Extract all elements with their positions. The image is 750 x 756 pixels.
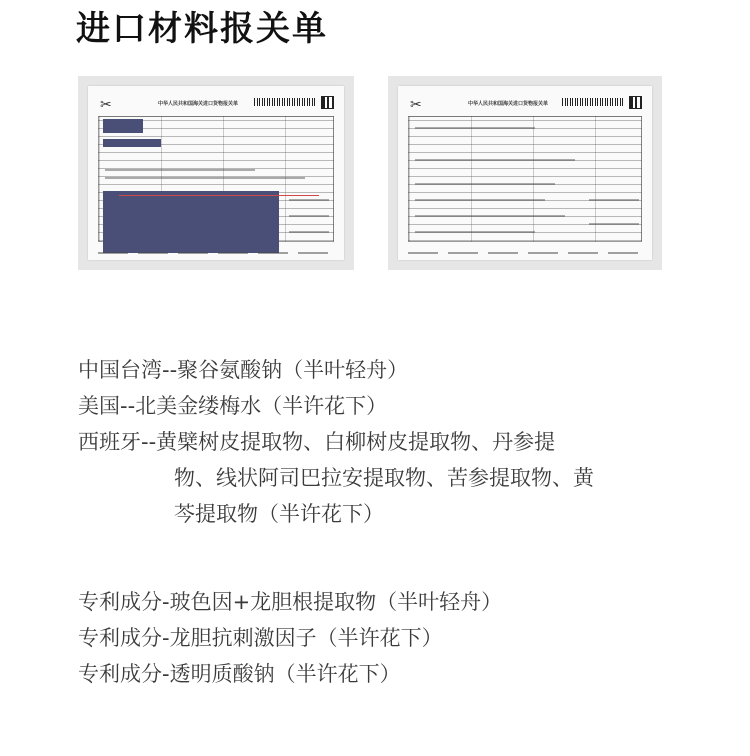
form-text-line: [105, 177, 305, 179]
declaration-header: [398, 94, 652, 114]
form-text-line: [289, 215, 329, 217]
declaration-header: [88, 94, 344, 114]
form-text-line: [415, 183, 555, 185]
origin-usa: 美国--北美金缕梅水（半许花下）: [78, 394, 388, 418]
declaration-paper: [398, 86, 652, 260]
redaction-block: [103, 139, 161, 147]
patent-item-2: 专利成分-龙胆抗刺激因子（半许花下）: [78, 626, 443, 650]
origin-spain-line-3: 芩提取物（半许花下）: [174, 502, 384, 526]
form-text-line: [415, 231, 535, 233]
origin-spain-line-2: 物、线状阿司巴拉安提取物、苦参提取物、黄: [174, 466, 594, 490]
declaration-footer: [98, 252, 334, 254]
form-text-line: [415, 127, 535, 129]
form-text-line: [415, 199, 545, 201]
patent-item-3: 专利成分-透明质酸钠（半许花下）: [78, 662, 401, 686]
form-text-line: [289, 199, 329, 201]
patent-list: [78, 584, 502, 692]
declaration-paper: [88, 86, 344, 260]
origin-spain-line-1: 西班牙--黄檗树皮提取物、白柳树皮提取物、丹参提: [78, 430, 556, 454]
qr-code-icon: [629, 96, 642, 109]
form-text-line: [105, 169, 255, 171]
declaration-title: 中华人民共和国海关进口货物报关单: [158, 101, 239, 107]
declaration-footer: [408, 252, 642, 254]
page-title: 进口材料报关单: [76, 9, 328, 49]
redaction-block: [103, 119, 143, 133]
form-text-line: [289, 231, 329, 233]
customs-declaration-scan-right: [388, 76, 662, 270]
declaration-form-grid: [408, 116, 642, 242]
declaration-form-grid: [98, 116, 334, 242]
form-text-line: [589, 199, 639, 201]
qr-code-icon: [321, 96, 334, 109]
redaction-block: [103, 191, 279, 253]
customs-declaration-scan-left: [78, 76, 354, 270]
barcode-icon: [562, 98, 624, 106]
origin-taiwan: 中国台湾--聚谷氨酸钠（半叶轻舟）: [78, 358, 409, 382]
form-text-line: [415, 159, 575, 161]
declaration-title: 中华人民共和国海关进口货物报关单: [468, 101, 549, 107]
form-text-line: [589, 223, 639, 225]
stamp-mark: [119, 195, 319, 196]
barcode-icon: [254, 98, 316, 106]
origin-list: [78, 352, 594, 532]
customs-emblem-icon: ✂: [100, 97, 112, 113]
patent-item-1: 专利成分-玻色因+龙胆根提取物（半叶轻舟）: [78, 590, 503, 614]
form-text-line: [415, 215, 565, 217]
customs-emblem-icon: ✂: [410, 97, 422, 113]
